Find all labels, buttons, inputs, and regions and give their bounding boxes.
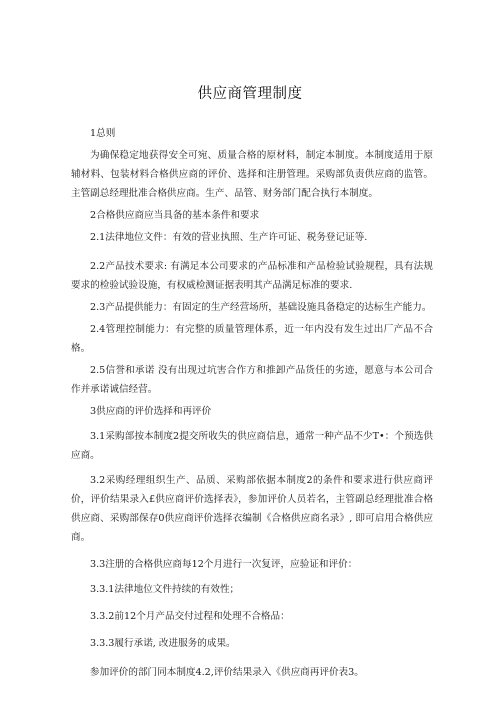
document-body <box>71 124 433 682</box>
clause-3-3-3: 3.3.3履行承诺, 改进服务的成果。 <box>90 638 236 649</box>
clause-3-2: 3.2采购经理组织生产、品质、采购部依据本制度2的条件和要求进行供应商评价，评价结果录入£供应商评价选择表》，参加评价人员若名，主管副总经理批准合格供应商、采购部保存0供应商评价选择衣编制《合格供应商名录》, 即可启用合格供应商。 <box>71 475 433 543</box>
clause-3-3: 3.3注册的合格供应商每12个月进行一次复评，应验证和评价： <box>90 559 358 570</box>
clause-2-2: 2.2产品技术要求: 有满足本公司要求的产品标准和产品检验试验规程，具有法规要求的检验试验设施，有权威检测证据表明其产品满足标准的要求. <box>71 261 433 291</box>
closing-paragraph: 参加评价的部门同本制度4.2,评价结果录入《供应商再评价表3。 <box>90 667 364 678</box>
clause-2-1: 2.1法律地位文件：有效的营业执照、生产许可证、税务登记证等. <box>90 232 368 243</box>
section-2-heading: 2合格供应商应当具备的基本条件和要求 <box>90 210 260 221</box>
clause-2-5: 2.5信誉和承诺 没有出现过坑害合作方和推卸产品货任的劣迹，愿意与本公司合作并承诺诚信经营。 <box>71 365 433 395</box>
section-1-text: 为确保稳定地获得安全可宛、质量合格的原材料，制定本制度。本制度适用于原辅材料、包装材料合格供应商的评价、选择和注册管理。采购部负责供应商的监管。主管副总经理批准合格供应商。生产、品管、财务部门配合执行本制度。 <box>71 150 433 199</box>
section-3-heading: 3供应商的评价选择和再评价 <box>90 406 212 417</box>
clause-3-3-1: 3.3.1法律地位文件持续的有效性； <box>90 584 240 595</box>
clause-2-4: 2.4管理控制能力：有完整的质量管理体系，近一年内没有发生过出厂产品不合格。 <box>71 324 433 354</box>
clause-2-3: 2.3产品提供能力：有固定的生产经营场所，基础设施具备稳定的达标生产能力。 <box>90 302 432 313</box>
section-1-heading: 1总则 <box>90 128 116 139</box>
clause-3-1: 3.1采购部按本制度2提交所收失的供应商信息，通常一种产品不少T•：个预选供应商。 <box>71 431 433 461</box>
clause-3-3-2: 3.3.2前12个月产品交付过程和处理不合格品： <box>90 611 290 622</box>
document-title: 供应商管理制度 <box>197 86 303 102</box>
